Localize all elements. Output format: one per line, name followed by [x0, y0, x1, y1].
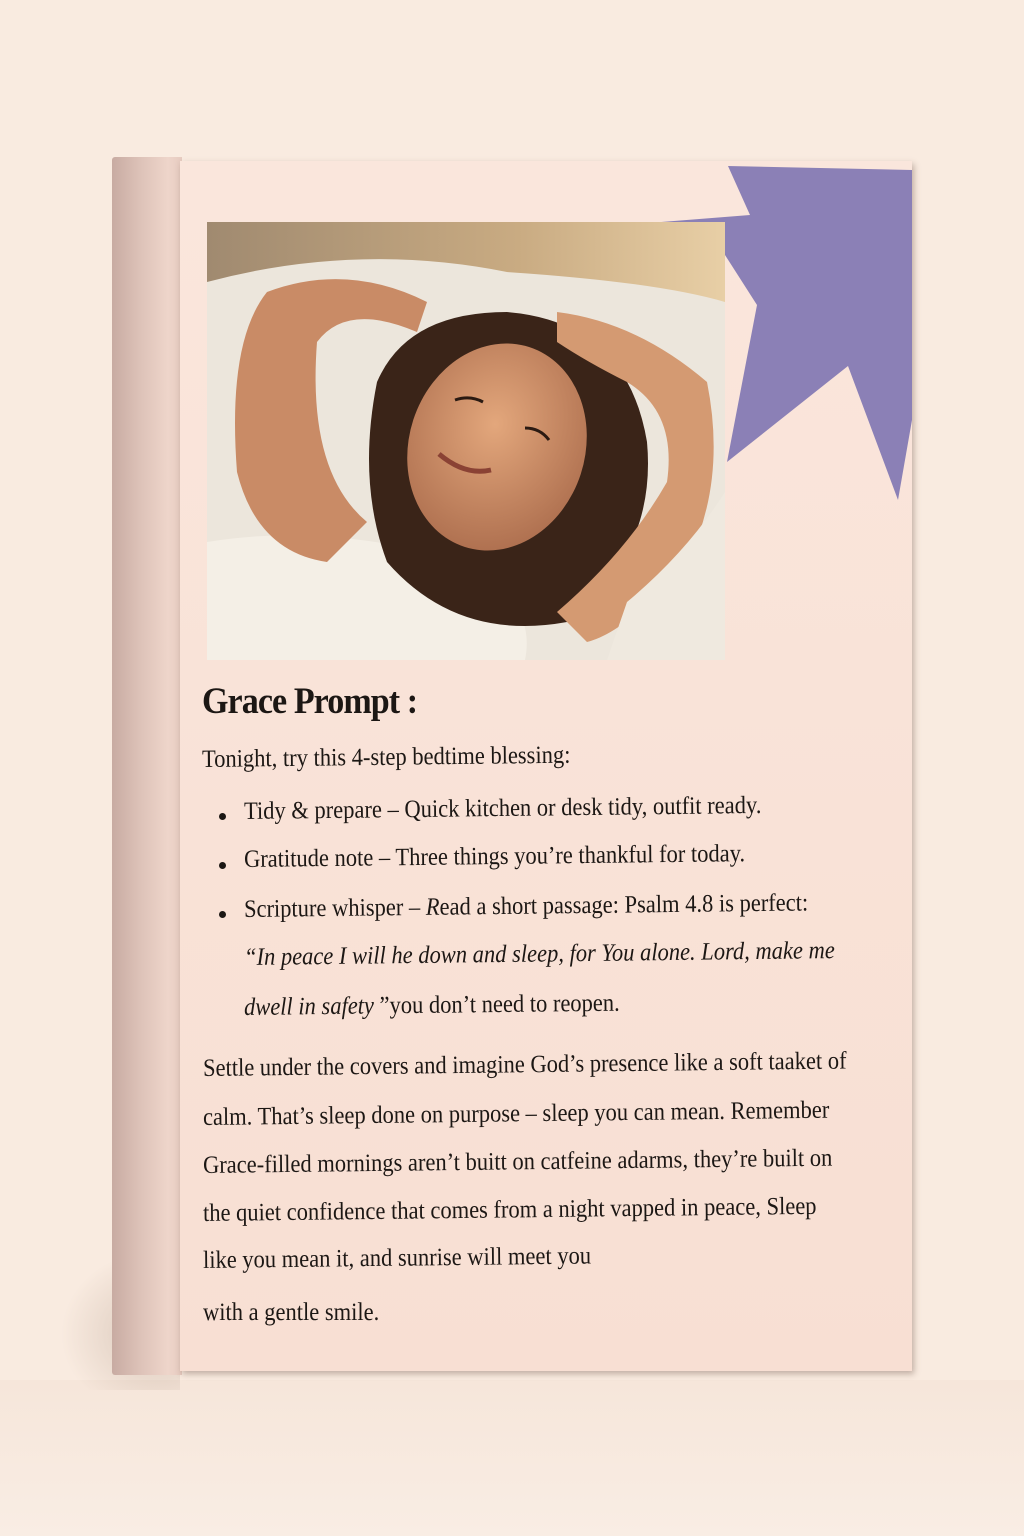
list-item-label: Tidy & prepare: [243, 796, 383, 825]
paragraph-line: with a gentle smile.: [203, 1299, 380, 1326]
sleeping-woman-photo: [207, 222, 725, 660]
paragraph-line: the quiet confidence that comes from a night vapped in peace, Sleep: [202, 1192, 817, 1227]
bullet-icon: [219, 911, 226, 918]
bullet-icon: [219, 862, 226, 869]
list-item-label: Gratitude note: [243, 844, 374, 873]
paragraph-line: like you mean it, and sunrise will meet you: [202, 1242, 592, 1274]
page-heading: Grace Prompt :: [202, 681, 418, 722]
paragraph-line: calm. That’s sleep done on purpose – sleep you can mean. Remember: [202, 1096, 830, 1131]
list-item-text-italic: R: [425, 893, 440, 921]
list-item-text-prefix: –: [408, 893, 426, 922]
scripture-quote-italic: dwell in safety: [243, 992, 375, 1021]
bullet-icon: [219, 813, 226, 820]
list-item-text: – Three things you’re thankful for today.: [378, 840, 746, 872]
list-item-text: ead a short passage: Psalm 4.8 is perfect:: [439, 889, 809, 921]
list-item-label: Scripture whisper: [243, 894, 404, 923]
scripture-quote-line: “In peace I will he down and sleep, for You alone. Lord, make me: [243, 937, 835, 971]
paragraph-line: Grace-filled mornings aren’t buitt on catfeine adarms, they’re built on: [202, 1144, 833, 1179]
scripture-quote-line: [244, 990, 620, 1022]
list-item-text: – Quick kitchen or desk tidy, outfit ready.: [387, 791, 762, 824]
scripture-quote-rest: ”you don’t need to reopen.: [373, 989, 620, 1020]
list-item: [244, 840, 745, 874]
intro-text: Tonight, try this 4-step bedtime blessing:: [201, 741, 571, 773]
paragraph-line: Settle under the covers and imagine God’s presence like a soft taaket of: [202, 1047, 847, 1082]
